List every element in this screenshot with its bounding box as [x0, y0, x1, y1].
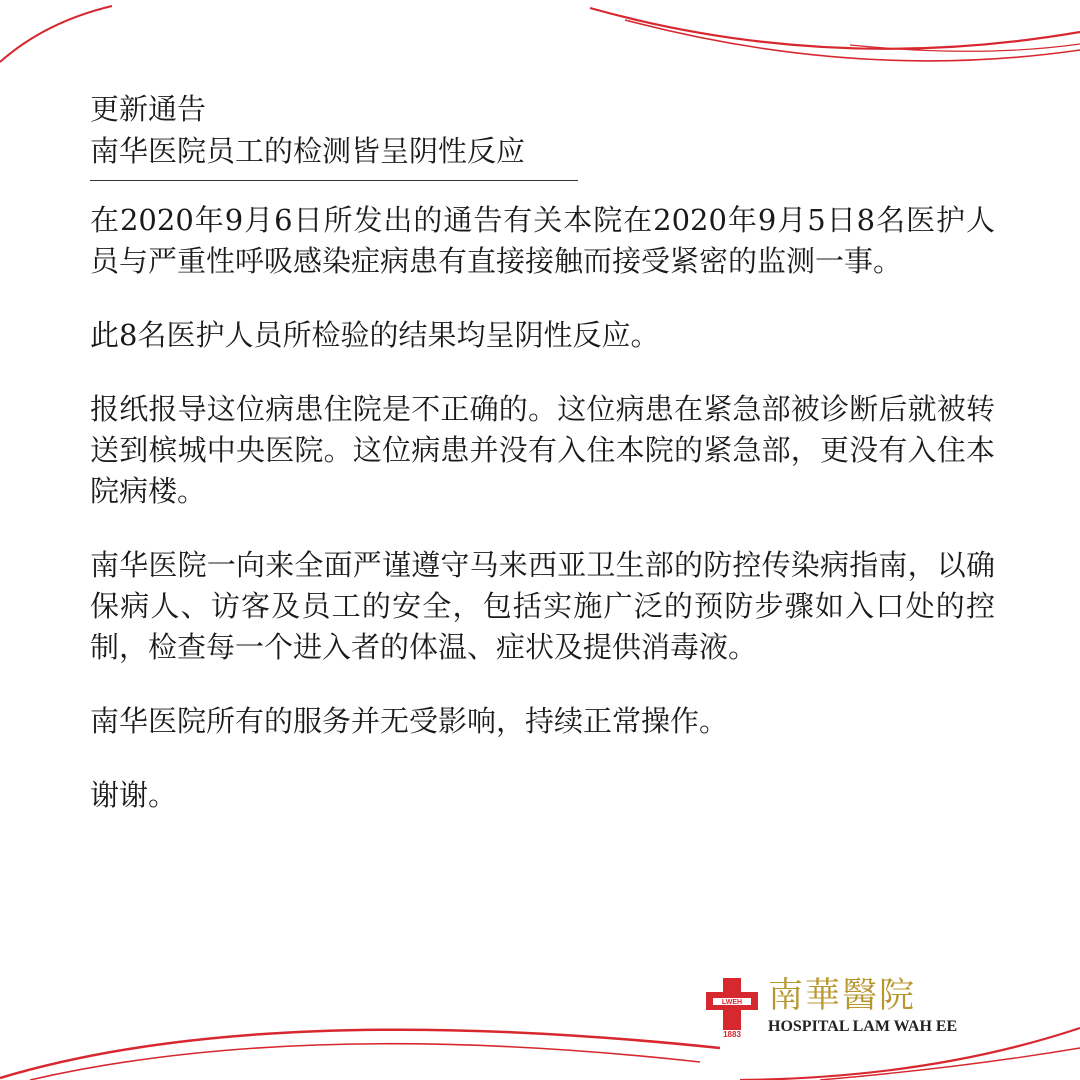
paragraph-4: 南华医院一向来全面严谨遵守马来西亚卫生部的防控传染病指南，以确保病人、访客及员工的安全，包括实施广泛的预防步骤如入口处的控制，检查每一个进入者的体温、症状及提供消毒液。: [90, 548, 995, 664]
logo-chinese-name: 南華醫院: [768, 976, 917, 1016]
bottom-curve-4: [820, 1048, 1080, 1080]
header-divider: [90, 180, 578, 181]
red-cross-icon: [706, 978, 758, 1038]
logo-mark-year: 1883: [723, 1030, 741, 1038]
announcement-body: [90, 200, 995, 849]
announcement-header: [90, 88, 590, 181]
paragraph-5: 南华医院所有的服务并无受影响，持续正常操作。: [90, 704, 729, 738]
paragraph-3: 报纸报导这位病患住院是不正确的。这位病患在紧急部被诊断后就被转送到槟城中央医院。这位病患并没有入住本院的紧急部，更没有入住本院病楼。: [90, 392, 995, 508]
top-right-curve-1: [590, 8, 1080, 49]
logo-english-name: HOSPITAL LAM WAH EE: [768, 1018, 958, 1035]
logo-mark-text: LWEH: [721, 999, 743, 1006]
top-left-curve: [0, 6, 112, 62]
top-right-curve-2: [625, 20, 1080, 61]
paragraph-2: 此8名医护人员所检验的结果均呈阴性反应。: [90, 318, 660, 352]
paragraph-6: 谢谢。: [90, 778, 178, 812]
hospital-logo: [706, 978, 986, 1038]
paragraph-1: 在2020年9月6日所发出的通告有关本院在2020年9月5日8名医护人员与严重性呼吸感染症病患有直接接触而接受紧密的监测一事。: [90, 203, 995, 278]
announcement-title: 更新通告: [90, 92, 207, 126]
announcement-subtitle: 南华医院员工的检测皆呈阴性反应: [90, 134, 526, 168]
